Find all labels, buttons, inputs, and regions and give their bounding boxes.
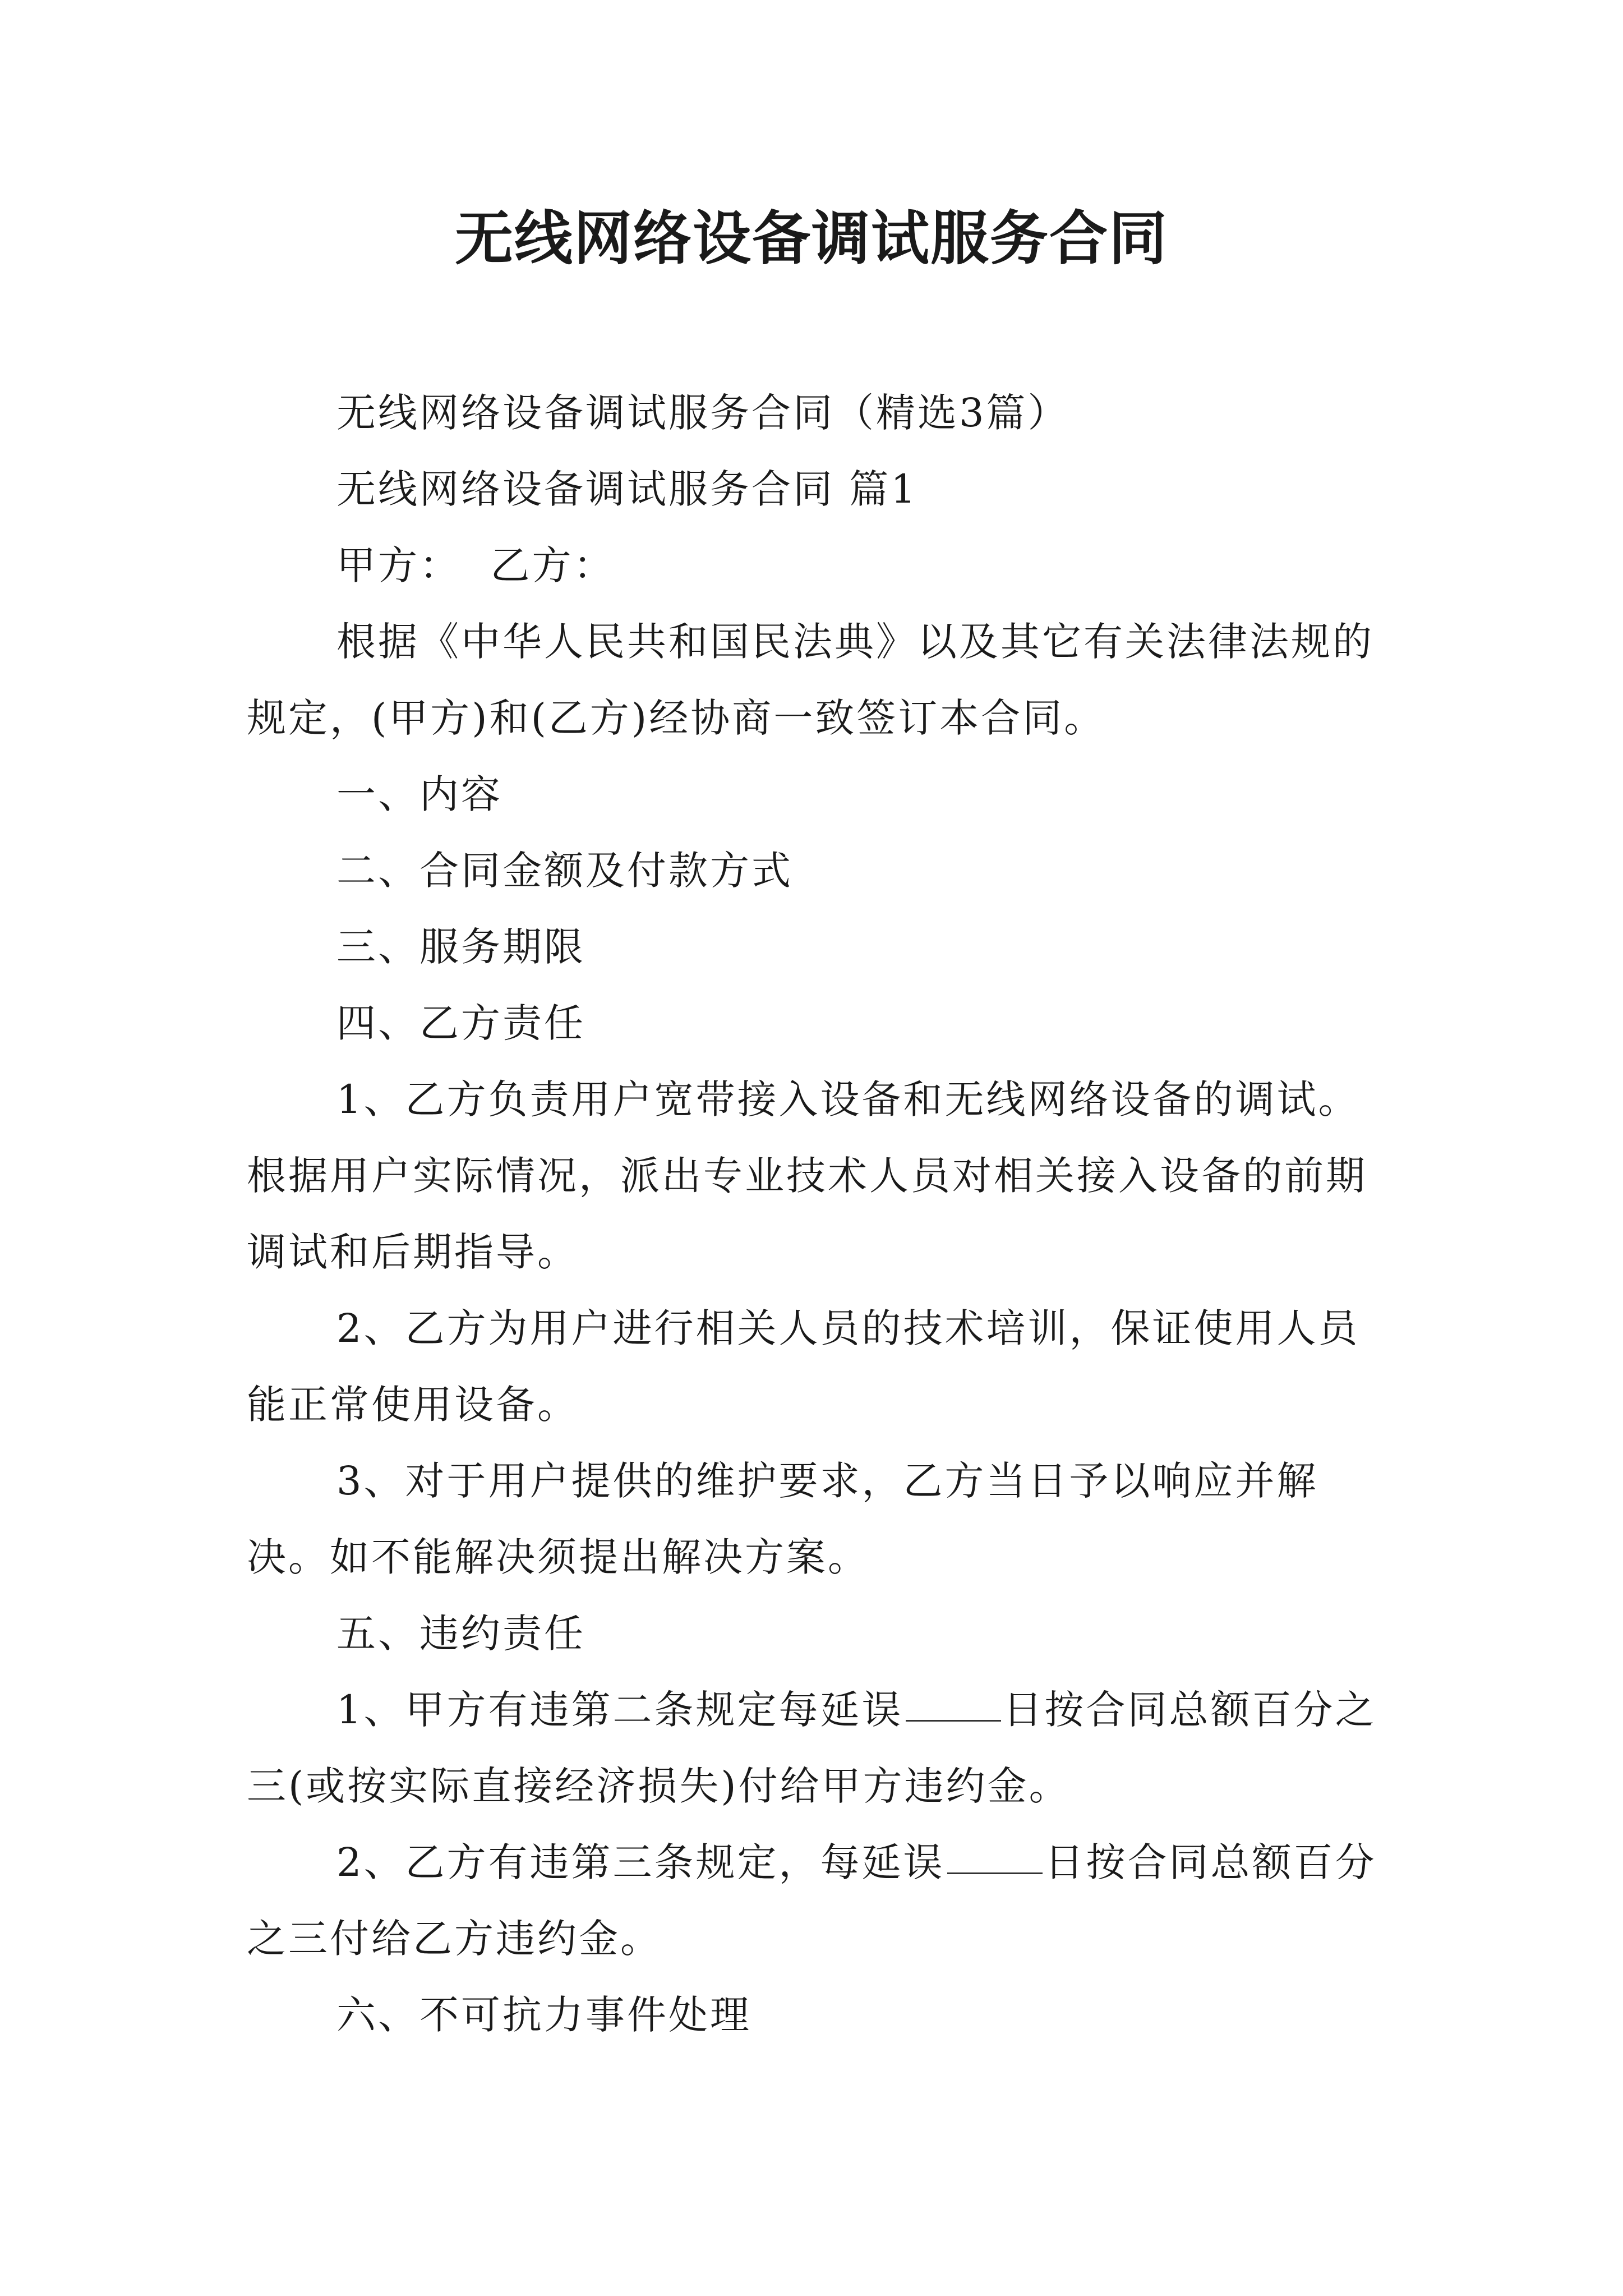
breach-paragraph-1	[247, 1672, 1385, 1824]
section-heading-breach: 五、违约责任	[336, 1611, 585, 1657]
section-heading-term: 三、服务期限	[336, 924, 585, 970]
part-heading: 无线网络设备调试服务合同 篇1	[336, 466, 918, 512]
fill-in-blank	[947, 1872, 1043, 1874]
breach-paragraph-2	[247, 1824, 1385, 1977]
section-heading-force-majeure: 六、不可抗力事件处理	[336, 1992, 751, 2038]
preamble-paragraph: 根据《中华人民共和国民法典》以及其它有关法律法规的规定，(甲方)和(乙方)经协商一致签订本合同。	[247, 619, 1374, 741]
section-heading-content: 一、内容	[336, 771, 502, 817]
document-body	[247, 375, 1385, 2053]
duty-paragraph-1: 1、乙方负责用户宽带接入设备和无线网络设备的调试。根据用户实际情况，派出专业技术人员对相关接入设备的前期调试和后期指导。	[247, 1076, 1367, 1275]
section-heading-responsibility: 四、乙方责任	[336, 1000, 585, 1046]
section-heading-payment: 二、合同金额及付款方式	[336, 848, 793, 894]
duty-paragraph-2: 2、乙方为用户进行相关人员的技术培训，保证使用人员能正常使用设备。	[247, 1305, 1360, 1428]
subtitle-paragraph: 无线网络设备调试服务合同（精选3篇）	[336, 390, 1069, 436]
breach-1-text-a: 1、甲方有违第二条规定每延误	[336, 1687, 903, 1733]
duty-paragraph-3: 3、对于用户提供的维护要求，乙方当日予以响应并解决。如不能解决须提出解决方案。	[247, 1458, 1318, 1580]
document-title: 无线网络设备调试服务合同	[454, 204, 1168, 273]
breach-2-text-a: 2、乙方有违第三条规定，每延误	[336, 1839, 945, 1885]
breach-1-text-b: 日按合同总额百分之三(或按实际直接经济损失)付给甲方违约金。	[247, 1687, 1377, 1809]
parties-line: 甲方： 乙方：	[336, 542, 615, 588]
fill-in-blank	[906, 1719, 1001, 1722]
breach-2-text-b: 日按合同总额百分之三付给乙方违约金。	[247, 1839, 1377, 1962]
